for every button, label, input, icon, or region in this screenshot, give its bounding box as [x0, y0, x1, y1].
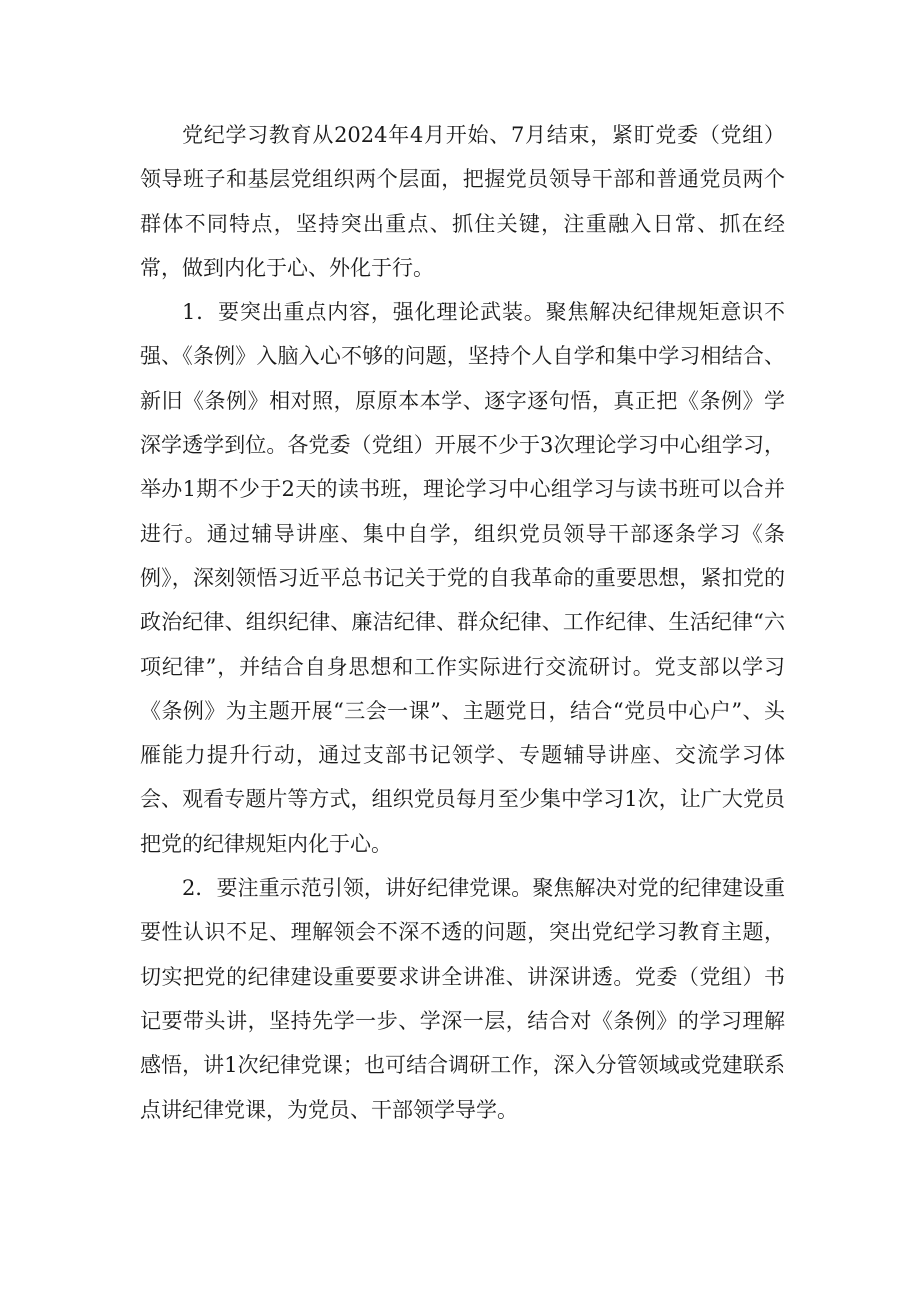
paragraph-section-2: 2．要注重示范引领，讲好纪律党课。聚焦解决对党的纪律建设重要性认识不足、理解领会不深不透的问题，突出党纪学习教育主题，切实把党的纪律建设重要要求讲全讲准、讲深讲透。党委（党组）书记要带头讲，坚持先学一步、学深一层，结合对《条例》的学习理解感悟，讲1次纪律党课；也可结合调研工作，深入分管领域或党建联系点讲纪律党课，为党员、干部领学导学。: [140, 876, 785, 1122]
paragraph-section-1: 1．要突出重点内容，强化理论武装。聚焦解决纪律规矩意识不强、《条例》入脑入心不够的问题，坚持个人自学和集中学习相结合、新旧《条例》相对照，原原本本学、逐字逐句悟，真正把《条例》学深学透学到位。各党委（党组）开展不少于3次理论学习中心组学习，举办1期不少于2天的读书班，理论学习中心组学习与读书班可以合并进行。通过辅导讲座、集中自学，组织党员领导干部逐条学习《条例》，深刻领悟习近平总书记关于党的自我革命的重要思想，紧扣党的政治纪律、组织纪律、廉洁纪律、群众纪律、工作纪律、生活纪律“六项纪律”，并结合自身思想和工作实际进行交流研讨。党支部以学习《条例》为主题开展“三会一课”、主题党日，结合“党员中心户”、头雁能力提升行动，通过支部书记领学、专题辅导讲座、交流学习体会、观看专题片等方式，组织党员每月至少集中学习1次，让广大党员把党的纪律规矩内化于心。: [140, 300, 785, 856]
document-body: [140, 113, 785, 1132]
paragraph-intro: 党纪学习教育从2024年4月开始、7月结束，紧盯党委（党组）领导班子和基层党组织两个层面，把握党员领导干部和普通党员两个群体不同特点，坚持突出重点、抓住关键，注重融入日常、抓在经常，做到内化于心、外化于行。: [140, 123, 785, 280]
